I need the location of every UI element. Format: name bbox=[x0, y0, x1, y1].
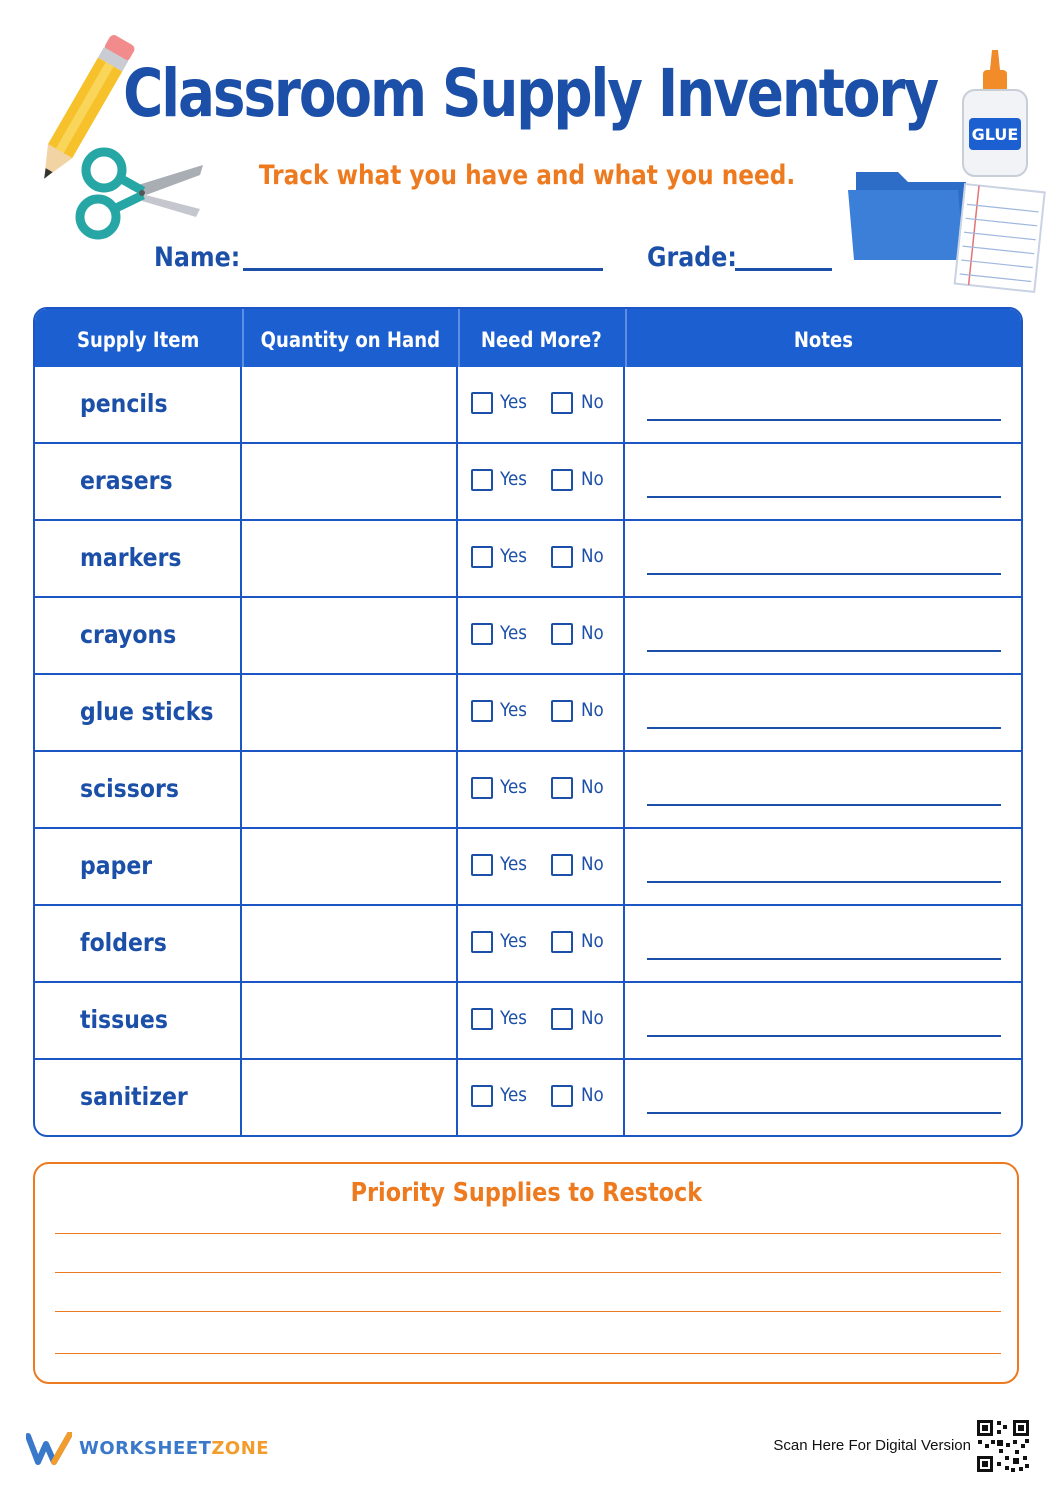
col-header-need-more: Need More? bbox=[458, 309, 627, 367]
yes-checkbox[interactable] bbox=[471, 1085, 493, 1107]
yes-checkbox[interactable] bbox=[471, 777, 493, 799]
need-more-cell bbox=[458, 367, 625, 442]
quantity-cell[interactable] bbox=[242, 829, 458, 904]
no-label: No bbox=[581, 622, 604, 644]
no-label: No bbox=[581, 391, 604, 413]
yes-label: Yes bbox=[500, 1007, 527, 1029]
quantity-cell[interactable] bbox=[242, 367, 458, 442]
table-row bbox=[35, 598, 1021, 675]
brand-name[interactable]: WORKSHEETZONE bbox=[79, 1438, 270, 1459]
quantity-cell[interactable] bbox=[242, 1060, 458, 1137]
priority-line[interactable] bbox=[55, 1272, 1001, 1273]
supply-item-name: markers bbox=[80, 543, 182, 572]
supply-item-cell bbox=[35, 1060, 242, 1137]
priority-box bbox=[33, 1162, 1019, 1384]
yes-checkbox[interactable] bbox=[471, 854, 493, 876]
need-more-cell bbox=[458, 906, 625, 981]
supply-item-name: crayons bbox=[80, 620, 177, 649]
notes-line[interactable] bbox=[647, 804, 1001, 806]
supply-item-name: tissues bbox=[80, 1005, 168, 1034]
yes-label: Yes bbox=[500, 853, 527, 875]
scan-text: Scan Here For Digital Version bbox=[773, 1437, 971, 1454]
no-checkbox[interactable] bbox=[551, 777, 573, 799]
table-row bbox=[35, 1060, 1021, 1137]
supply-item-cell bbox=[35, 983, 242, 1058]
notes-line[interactable] bbox=[647, 1035, 1001, 1037]
table-row bbox=[35, 521, 1021, 598]
quantity-cell[interactable] bbox=[242, 675, 458, 750]
yes-label: Yes bbox=[500, 391, 527, 413]
inventory-table bbox=[33, 307, 1023, 1137]
no-checkbox[interactable] bbox=[551, 623, 573, 645]
priority-line[interactable] bbox=[55, 1233, 1001, 1234]
yes-checkbox[interactable] bbox=[471, 392, 493, 414]
grade-label: Grade: bbox=[647, 242, 737, 273]
no-checkbox[interactable] bbox=[551, 931, 573, 953]
page-title: Classroom Supply Inventory bbox=[123, 55, 937, 132]
priority-line[interactable] bbox=[55, 1311, 1001, 1312]
quantity-cell[interactable] bbox=[242, 444, 458, 519]
notepaper-icon bbox=[950, 180, 1050, 295]
notes-line[interactable] bbox=[647, 496, 1001, 498]
table-header bbox=[35, 309, 1021, 367]
quantity-cell[interactable] bbox=[242, 983, 458, 1058]
notes-line[interactable] bbox=[647, 650, 1001, 652]
yes-label: Yes bbox=[500, 545, 527, 567]
notes-line[interactable] bbox=[647, 573, 1001, 575]
need-more-cell bbox=[458, 521, 625, 596]
yes-label: Yes bbox=[500, 776, 527, 798]
page-subtitle: Track what you have and what you need. bbox=[258, 160, 796, 191]
supply-item-cell bbox=[35, 598, 242, 673]
notes-line[interactable] bbox=[647, 958, 1001, 960]
quantity-cell[interactable] bbox=[242, 752, 458, 827]
notes-line[interactable] bbox=[647, 881, 1001, 883]
col-header-supply-item: Supply Item bbox=[35, 309, 244, 367]
col-header-quantity: Quantity on Hand bbox=[242, 309, 460, 367]
need-more-cell bbox=[458, 752, 625, 827]
table-row bbox=[35, 983, 1021, 1060]
yes-checkbox[interactable] bbox=[471, 931, 493, 953]
supply-item-cell bbox=[35, 906, 242, 981]
no-label: No bbox=[581, 1084, 604, 1106]
need-more-cell bbox=[458, 598, 625, 673]
supply-item-name: sanitizer bbox=[80, 1082, 188, 1111]
notes-line[interactable] bbox=[647, 727, 1001, 729]
name-label: Name: bbox=[154, 242, 241, 273]
glue-label: GLUE bbox=[971, 125, 1019, 144]
supply-item-name: glue sticks bbox=[80, 697, 214, 726]
no-checkbox[interactable] bbox=[551, 1008, 573, 1030]
name-field[interactable] bbox=[243, 268, 603, 271]
yes-label: Yes bbox=[500, 699, 527, 721]
table-row bbox=[35, 906, 1021, 983]
notes-line[interactable] bbox=[647, 1112, 1001, 1114]
supply-item-cell bbox=[35, 367, 242, 442]
yes-checkbox[interactable] bbox=[471, 546, 493, 568]
priority-line[interactable] bbox=[55, 1353, 1001, 1354]
need-more-cell bbox=[458, 1060, 625, 1137]
priority-title: Priority Supplies to Restock bbox=[350, 1178, 702, 1208]
qr-code-icon[interactable] bbox=[975, 1418, 1031, 1474]
quantity-cell[interactable] bbox=[242, 521, 458, 596]
no-label: No bbox=[581, 468, 604, 490]
yes-checkbox[interactable] bbox=[471, 1008, 493, 1030]
no-label: No bbox=[581, 776, 604, 798]
supply-item-name: erasers bbox=[80, 466, 173, 495]
table-row bbox=[35, 444, 1021, 521]
no-label: No bbox=[581, 930, 604, 952]
table-row bbox=[35, 675, 1021, 752]
no-label: No bbox=[581, 545, 604, 567]
no-label: No bbox=[581, 699, 604, 721]
yes-label: Yes bbox=[500, 468, 527, 490]
no-checkbox[interactable] bbox=[551, 392, 573, 414]
supply-item-cell bbox=[35, 444, 242, 519]
need-more-cell bbox=[458, 829, 625, 904]
no-checkbox[interactable] bbox=[551, 546, 573, 568]
supply-item-cell bbox=[35, 829, 242, 904]
supply-item-cell bbox=[35, 752, 242, 827]
no-checkbox[interactable] bbox=[551, 469, 573, 491]
yes-checkbox[interactable] bbox=[471, 623, 493, 645]
supply-item-name: folders bbox=[80, 928, 167, 957]
quantity-cell[interactable] bbox=[242, 598, 458, 673]
supply-item-cell bbox=[35, 675, 242, 750]
notes-line[interactable] bbox=[647, 419, 1001, 421]
supply-item-name: pencils bbox=[80, 389, 168, 418]
no-checkbox[interactable] bbox=[551, 1085, 573, 1107]
need-more-cell bbox=[458, 675, 625, 750]
quantity-cell[interactable] bbox=[242, 906, 458, 981]
yes-checkbox[interactable] bbox=[471, 469, 493, 491]
grade-field[interactable] bbox=[735, 268, 832, 271]
yes-label: Yes bbox=[500, 622, 527, 644]
no-label: No bbox=[581, 853, 604, 875]
no-checkbox[interactable] bbox=[551, 700, 573, 722]
no-label: No bbox=[581, 1007, 604, 1029]
supply-item-name: paper bbox=[80, 851, 153, 880]
supply-item-cell bbox=[35, 521, 242, 596]
need-more-cell bbox=[458, 444, 625, 519]
supply-item-name: scissors bbox=[80, 774, 179, 803]
no-checkbox[interactable] bbox=[551, 854, 573, 876]
table-row bbox=[35, 829, 1021, 906]
table-row bbox=[35, 752, 1021, 829]
yes-label: Yes bbox=[500, 1084, 527, 1106]
need-more-cell bbox=[458, 983, 625, 1058]
yes-label: Yes bbox=[500, 930, 527, 952]
worksheetzone-logo-icon bbox=[26, 1432, 72, 1466]
table-row bbox=[35, 367, 1021, 444]
yes-checkbox[interactable] bbox=[471, 700, 493, 722]
col-header-notes: Notes bbox=[793, 328, 853, 352]
